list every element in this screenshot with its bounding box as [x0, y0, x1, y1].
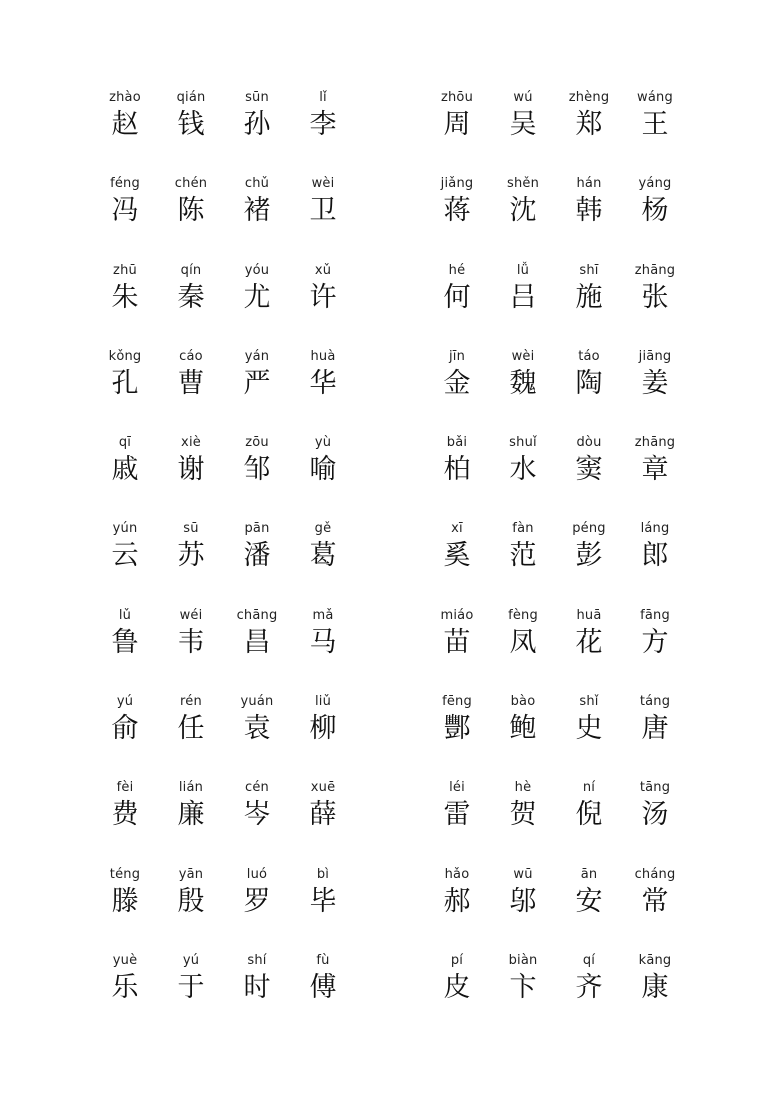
- hanzi-character: 王: [641, 109, 669, 140]
- hanzi-character: 谢: [177, 454, 205, 486]
- pinyin-label: yán: [244, 348, 270, 364]
- pinyin-label: láng: [640, 521, 670, 537]
- surname-cell: [224, 865, 290, 951]
- pinyin-label: shí: [247, 952, 267, 968]
- surname-cell: [490, 519, 556, 605]
- surname-cell: [92, 519, 158, 605]
- surname-cell: [622, 347, 688, 433]
- pinyin-label: wèi: [311, 176, 335, 192]
- hanzi-character: 范: [509, 540, 537, 572]
- hanzi-character: 姜: [641, 367, 669, 399]
- hanzi-character: 薛: [309, 799, 337, 831]
- hanzi-character: 傅: [309, 971, 337, 1003]
- column-gap: [356, 606, 424, 692]
- column-gap: [356, 261, 424, 347]
- surname-cell: [224, 519, 290, 605]
- surname-cell: [290, 88, 356, 174]
- pinyin-label: fàn: [512, 521, 534, 537]
- pinyin-label: qián: [176, 90, 206, 105]
- column-gap: [356, 778, 424, 864]
- pinyin-label: qī: [118, 435, 132, 451]
- hanzi-character: 郝: [443, 885, 471, 917]
- pinyin-label: gě: [314, 521, 332, 537]
- pinyin-label: lián: [178, 780, 204, 796]
- hanzi-character: 殷: [177, 885, 205, 917]
- hanzi-character: 昌: [243, 626, 271, 658]
- surname-cell: [622, 261, 688, 347]
- hanzi-character: 许: [309, 281, 337, 313]
- pinyin-label: zhāng: [634, 262, 676, 278]
- hanzi-character: 冯: [111, 195, 139, 227]
- surname-cell: [424, 347, 490, 433]
- surname-cell: [224, 347, 290, 433]
- pinyin-label: téng: [109, 866, 141, 882]
- hanzi-character: 严: [243, 367, 271, 399]
- surname-cell: [224, 951, 290, 1037]
- hanzi-character: 常: [641, 885, 669, 917]
- surname-cell: [290, 778, 356, 864]
- hanzi-character: 郑: [575, 109, 603, 140]
- pinyin-label: kāng: [638, 952, 672, 968]
- column-gap: [356, 88, 424, 174]
- column-gap: [356, 692, 424, 778]
- pinyin-label: bào: [510, 694, 536, 710]
- pinyin-label: yuán: [240, 694, 274, 710]
- hanzi-character: 费: [111, 799, 139, 831]
- hanzi-character: 花: [575, 626, 603, 658]
- surname-cell: [92, 692, 158, 778]
- surname-cell: [622, 174, 688, 260]
- pinyin-label: táo: [578, 348, 600, 364]
- pinyin-label: jīn: [448, 348, 466, 364]
- hanzi-character: 凤: [509, 626, 537, 658]
- surname-cell: [490, 865, 556, 951]
- surname-cell: [290, 606, 356, 692]
- pinyin-label: mǎ: [312, 607, 334, 623]
- hanzi-character: 唐: [641, 713, 669, 745]
- pinyin-label: fēng: [442, 694, 472, 710]
- surname-cell: [424, 519, 490, 605]
- hanzi-character: 孙: [243, 109, 271, 140]
- hanzi-character: 喻: [309, 454, 337, 486]
- column-gap: [356, 347, 424, 433]
- hanzi-character: 史: [575, 713, 603, 745]
- surname-cell: [424, 865, 490, 951]
- surname-cell: [556, 519, 622, 605]
- hanzi-character: 彭: [575, 540, 603, 572]
- surname-cell: [424, 433, 490, 519]
- surname-cell: [556, 347, 622, 433]
- surname-cell: [622, 606, 688, 692]
- surname-cell: [556, 606, 622, 692]
- surname-cell: [92, 174, 158, 260]
- pinyin-label: sūn: [245, 90, 269, 105]
- hanzi-character: 鲁: [111, 626, 139, 658]
- surname-cell: [92, 865, 158, 951]
- pinyin-label: chāng: [236, 607, 278, 623]
- pinyin-label: yú: [182, 952, 200, 968]
- surname-cell: [290, 692, 356, 778]
- pinyin-label: yù: [314, 435, 332, 451]
- hanzi-character: 魏: [509, 367, 537, 399]
- hanzi-character: 杨: [641, 195, 669, 227]
- pinyin-label: hè: [514, 780, 532, 796]
- hanzi-character: 戚: [111, 454, 139, 486]
- pinyin-label: cháng: [634, 866, 676, 882]
- pinyin-label: miáo: [440, 607, 474, 623]
- pinyin-label: dòu: [576, 435, 602, 451]
- hanzi-character: 时: [243, 971, 271, 1003]
- hanzi-character: 蒋: [443, 195, 471, 227]
- surname-cell: [622, 865, 688, 951]
- pinyin-label: zhāng: [634, 435, 676, 451]
- surname-cell: [92, 433, 158, 519]
- pinyin-label: lǐ: [319, 90, 327, 105]
- pinyin-label: hán: [576, 176, 602, 192]
- surname-cell: [490, 433, 556, 519]
- pinyin-label: liǔ: [314, 694, 332, 710]
- column-gap: [356, 519, 424, 605]
- surname-cell: [556, 433, 622, 519]
- surname-cell: [622, 692, 688, 778]
- hanzi-character: 华: [309, 367, 337, 399]
- pinyin-label: ní: [582, 780, 596, 796]
- pinyin-label: jiāng: [638, 348, 672, 364]
- surname-cell: [622, 951, 688, 1037]
- hanzi-character: 贺: [509, 799, 537, 831]
- hanzi-character: 齐: [575, 971, 603, 1003]
- hanzi-character: 章: [641, 454, 669, 486]
- hanzi-character: 曹: [177, 367, 205, 399]
- surname-cell: [490, 174, 556, 260]
- hanzi-character: 雷: [443, 799, 471, 831]
- pinyin-label: xuē: [310, 780, 336, 796]
- hanzi-character: 吴: [509, 109, 537, 140]
- pinyin-label: fèng: [508, 607, 538, 623]
- surname-cell: [556, 951, 622, 1037]
- column-gap: [356, 865, 424, 951]
- surname-cell: [424, 778, 490, 864]
- pinyin-label: wèi: [511, 348, 535, 364]
- pinyin-label: shǐ: [579, 694, 599, 710]
- surname-cell: [290, 347, 356, 433]
- hanzi-character: 皮: [443, 971, 471, 1003]
- surname-cell: [92, 261, 158, 347]
- hanzi-character: 康: [641, 971, 669, 1003]
- hanzi-character: 施: [575, 281, 603, 313]
- hanzi-character: 滕: [111, 885, 139, 917]
- hanzi-character: 韦: [177, 626, 205, 658]
- surname-cell: [556, 261, 622, 347]
- pinyin-label: wéi: [179, 607, 203, 623]
- pinyin-label: sū: [183, 521, 199, 537]
- hanzi-character: 周: [443, 109, 471, 140]
- surname-cell: [224, 174, 290, 260]
- surname-cell: [490, 88, 556, 174]
- surname-cell: [158, 951, 224, 1037]
- pinyin-label: huà: [310, 348, 336, 364]
- pinyin-label: hé: [448, 262, 466, 278]
- surname-cell: [92, 88, 158, 174]
- pinyin-label: yān: [178, 866, 204, 882]
- hanzi-character: 岑: [243, 799, 271, 831]
- hanzi-character: 方: [641, 626, 669, 658]
- hanzi-character: 卞: [509, 971, 537, 1003]
- hanzi-character: 潘: [243, 540, 271, 572]
- pinyin-label: shěn: [506, 176, 540, 192]
- pinyin-label: bì: [316, 866, 330, 882]
- surname-cell: [490, 347, 556, 433]
- pinyin-label: yún: [112, 521, 138, 537]
- pinyin-label: yáng: [638, 176, 672, 192]
- pinyin-label: xī: [451, 521, 463, 537]
- hanzi-character: 水: [509, 454, 537, 486]
- surname-cell: [158, 606, 224, 692]
- surname-cell: [158, 88, 224, 174]
- hanzi-character: 郎: [641, 540, 669, 572]
- hanzi-character: 葛: [309, 540, 337, 572]
- hanzi-character: 朱: [111, 281, 139, 313]
- hanzi-character: 苗: [443, 626, 471, 658]
- pinyin-label: péng: [572, 521, 606, 537]
- pinyin-label: zhèng: [568, 90, 610, 105]
- pinyin-label: yú: [116, 694, 134, 710]
- hanzi-character: 毕: [309, 885, 337, 917]
- hanzi-character: 于: [177, 971, 205, 1003]
- pinyin-label: lǚ: [516, 262, 530, 278]
- surname-cell: [224, 692, 290, 778]
- surname-cell: [424, 174, 490, 260]
- surname-cell: [556, 174, 622, 260]
- pinyin-label: cáo: [179, 348, 203, 364]
- hanzi-character: 沈: [509, 195, 537, 227]
- pinyin-label: zhào: [109, 90, 141, 105]
- hanzi-character: 鲍: [509, 713, 537, 745]
- surname-cell: [158, 778, 224, 864]
- hanzi-character: 罗: [243, 885, 271, 917]
- pinyin-label: bǎi: [446, 435, 468, 451]
- pinyin-label: xǔ: [314, 262, 332, 278]
- surname-cell: [556, 692, 622, 778]
- hanzi-character: 廉: [177, 799, 205, 831]
- hanzi-character: 赵: [111, 109, 139, 140]
- pinyin-label: rén: [180, 694, 202, 710]
- pinyin-label: chén: [174, 176, 208, 192]
- pinyin-label: fāng: [640, 607, 670, 623]
- hanzi-character: 俞: [111, 713, 139, 745]
- surname-cell: [622, 88, 688, 174]
- pinyin-label: cén: [245, 780, 269, 796]
- pinyin-label: jiǎng: [440, 176, 474, 192]
- surname-cell: [622, 433, 688, 519]
- hanzi-character: 柳: [309, 713, 337, 745]
- pinyin-label: zhū: [113, 262, 137, 278]
- hanzi-character: 窦: [575, 454, 603, 486]
- surname-cell: [92, 951, 158, 1037]
- column-gap: [356, 951, 424, 1037]
- pinyin-label: kǒng: [108, 348, 142, 364]
- surname-cell: [92, 606, 158, 692]
- surname-cell: [290, 433, 356, 519]
- hanzi-character: 汤: [641, 799, 669, 831]
- hanzi-character: 吕: [509, 281, 537, 313]
- hanzi-character: 金: [443, 367, 471, 399]
- hanzi-character: 孔: [111, 367, 139, 399]
- hanzi-character: 马: [309, 626, 337, 658]
- hanzi-character: 张: [641, 281, 669, 313]
- surname-cell: [158, 519, 224, 605]
- surname-cell: [158, 865, 224, 951]
- hanzi-character: 褚: [243, 195, 271, 227]
- pinyin-label: luó: [246, 866, 268, 882]
- pinyin-label: shī: [579, 262, 599, 278]
- hanzi-character: 酆: [443, 713, 471, 745]
- surname-cell: [490, 261, 556, 347]
- surname-cell: [92, 778, 158, 864]
- hanzi-character: 乐: [111, 971, 139, 1003]
- surname-cell: [224, 433, 290, 519]
- pinyin-label: tāng: [639, 780, 671, 796]
- pinyin-label: yóu: [244, 262, 270, 278]
- hanzi-character: 韩: [575, 195, 603, 227]
- hanzi-character: 邬: [509, 885, 537, 917]
- surname-cell: [622, 519, 688, 605]
- hanzi-character: 钱: [177, 109, 205, 140]
- surname-cell: [224, 88, 290, 174]
- hanzi-character: 秦: [177, 281, 205, 313]
- surname-cell: [290, 174, 356, 260]
- column-gap: [356, 174, 424, 260]
- pinyin-label: qín: [180, 262, 202, 278]
- surname-cell: [556, 778, 622, 864]
- hanzi-character: 苏: [177, 540, 205, 572]
- pinyin-label: chǔ: [244, 176, 270, 192]
- pinyin-label: fèi: [116, 780, 134, 796]
- surname-cell: [556, 88, 622, 174]
- pinyin-label: wū: [513, 866, 533, 882]
- pinyin-label: yuè: [112, 952, 138, 968]
- hanzi-character: 袁: [243, 713, 271, 745]
- hanzi-character: 邹: [243, 454, 271, 486]
- surname-cell: [224, 606, 290, 692]
- surname-cell: [424, 951, 490, 1037]
- pinyin-label: qí: [582, 952, 596, 968]
- surname-cell: [224, 778, 290, 864]
- hanzi-character: 奚: [443, 540, 471, 572]
- hanzi-character: 卫: [309, 195, 337, 227]
- surname-cell: [424, 88, 490, 174]
- pinyin-label: huā: [576, 607, 602, 623]
- pinyin-label: léi: [449, 780, 465, 796]
- pinyin-label: pí: [450, 952, 464, 968]
- surname-cell: [424, 606, 490, 692]
- surname-grid: [92, 88, 692, 1037]
- hanzi-character: 倪: [575, 799, 603, 831]
- surname-cell: [490, 778, 556, 864]
- pinyin-label: ān: [580, 866, 598, 882]
- pinyin-label: shuǐ: [509, 435, 537, 451]
- pinyin-label: fù: [316, 952, 330, 968]
- hanzi-character: 陶: [575, 367, 603, 399]
- hanzi-character: 安: [575, 885, 603, 917]
- pinyin-label: hǎo: [444, 866, 470, 882]
- pinyin-label: xiè: [181, 435, 201, 451]
- surname-cell: [158, 261, 224, 347]
- hanzi-character: 李: [309, 109, 337, 140]
- surname-cell: [490, 951, 556, 1037]
- pinyin-label: táng: [639, 694, 671, 710]
- pinyin-label: wú: [513, 90, 533, 105]
- hanzi-character: 陈: [177, 195, 205, 227]
- surname-cell: [424, 261, 490, 347]
- hanzi-character: 任: [177, 713, 205, 745]
- surname-cell: [92, 347, 158, 433]
- surname-cell: [290, 865, 356, 951]
- surname-cell: [424, 692, 490, 778]
- surname-cell: [158, 692, 224, 778]
- column-gap: [356, 433, 424, 519]
- pinyin-label: féng: [110, 176, 140, 192]
- surname-cell: [490, 606, 556, 692]
- surname-cell: [290, 261, 356, 347]
- surname-cell: [158, 433, 224, 519]
- hanzi-character: 云: [111, 540, 139, 572]
- surname-cell: [158, 174, 224, 260]
- surname-cell: [556, 865, 622, 951]
- surname-cell: [290, 519, 356, 605]
- hanzi-character: 何: [443, 281, 471, 313]
- hanzi-character: 尤: [243, 281, 271, 313]
- pinyin-label: zōu: [245, 435, 269, 451]
- pinyin-label: pān: [244, 521, 270, 537]
- surname-cell: [158, 347, 224, 433]
- pinyin-label: wáng: [637, 90, 673, 105]
- pinyin-label: zhōu: [440, 90, 474, 105]
- surname-cell: [622, 778, 688, 864]
- hanzi-character: 柏: [443, 454, 471, 486]
- surname-cell: [290, 951, 356, 1037]
- surname-cell: [224, 261, 290, 347]
- surname-cell: [490, 692, 556, 778]
- pinyin-label: biàn: [508, 952, 538, 968]
- pinyin-label: lǔ: [118, 607, 132, 623]
